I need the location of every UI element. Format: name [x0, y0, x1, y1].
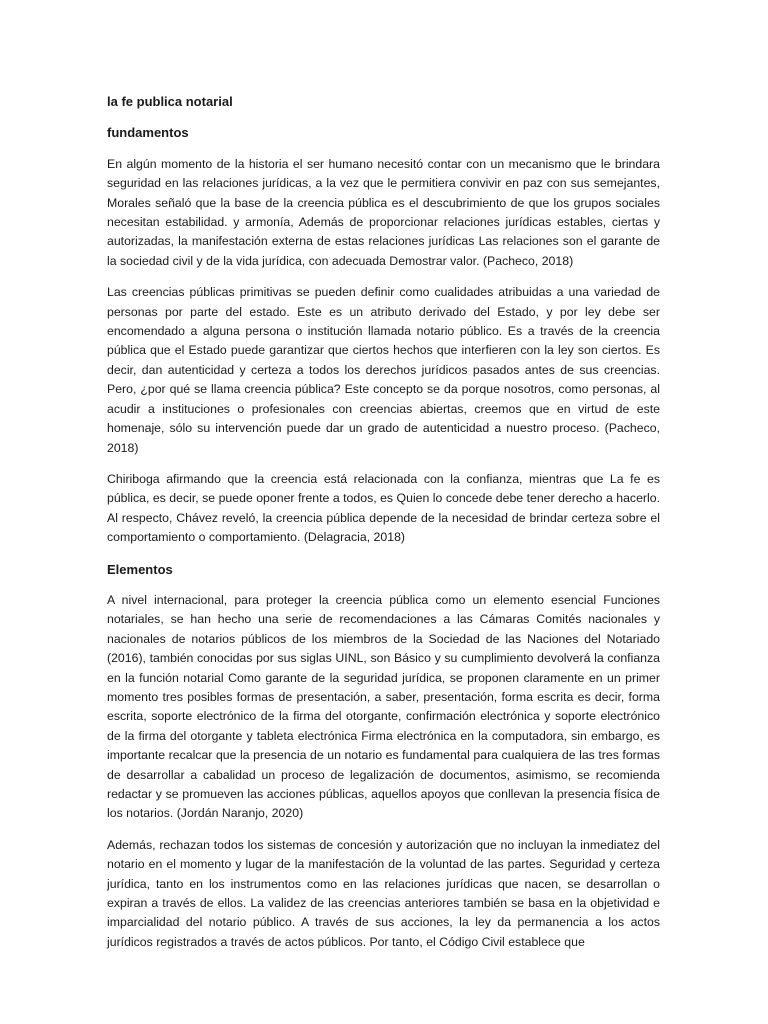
- paragraph: Además, rechazan todos los sistemas de concesión y autorización que no incluyan la inmediatez del notario en el momento y lugar de la manifestación de la voluntad de las partes. Seguridad y certeza jurídica, tanto en los instrumentos como en las relaciones jurídicas que nacen, se desarrollan o expiran a través de ellos. La validez de las creencias anteriores también se basa en la objetividad e imparcialidad del notario público. A través de sus acciones, la ley da permanencia a los actos jurídicos registrados a través de actos públicos. Por tanto, el Código Civil establece que: [107, 837, 660, 949]
- paragraph: Chiriboga afirmando que la creencia está relacionada con la confianza, mientras que La fe es pública, es decir, se puede oponer frente a todos, es Quien lo concede debe tener derecho a hacerlo. Al respecto, Chávez reveló, la creencia pública depende de la necesidad de brindar certeza sobre el comportamiento o comportamiento. (Delagracia, 2018): [107, 471, 660, 545]
- paragraph: A nivel internacional, para proteger la creencia pública como un elemento esencial Funciones notariales, se han hecho una serie de recomendaciones a las Cámaras Comités nacionales y nacionales de notarios públicos de los miembros de la Sociedad de las Naciones del Notariado (2016), también conocidas por sus siglas UINL, son Básico y su cumplimiento devolverá la confianza en la función notarial Como garante de la seguridad jurídica, se proponen claramente en un primer momento tres posibles formas de presentación, a saber, presentación, forma escrita es decir, forma escrita, soporte electrónico de la firma del otorgante, confirmación electrónica y soporte electrónico de la firma del otorgante y tableta electrónica Firma electrónica en la computadora, sin embargo, es importante recalcar que la presencia de un notario es fundamental para cualquiera de las tres formas de desarrollar a cabalidad un proceso de legalización de documentos, asimismo, se recomienda redactar y se promueven las acciones públicas, aquellos apoyos que conllevan la presencia física de los notarios. (Jordán Naranjo, 2020): [107, 592, 660, 821]
- paragraph: En algún momento de la historia el ser humano necesitó contar con un mecanismo que le brindara seguridad en las relaciones jurídicas, a la vez que le permitiera convivir en paz con sus semejantes, Morales señaló que la base de la creencia pública es el descubrimiento de que los grupos sociales necesitan estabilidad. y armonía, Además de proporcionar relaciones jurídicas estables, ciertas y autorizadas, la manifestación externa de estas relaciones jurídicas Las relaciones son el garante de la sociedad civil y de la vida jurídica, con adecuada Demostrar valor. (Pacheco, 2018): [107, 156, 660, 268]
- section-heading-fundamentos: fundamentos: [107, 125, 189, 141]
- paragraph: Las creencias públicas primitivas se pueden definir como cualidades atribuidas a una variedad de personas por parte del estado. Este es un atributo derivado del Estado, y por ley debe ser encomendado a alguna persona o institución llamada notario público. Es a través de la creencia pública que el Estado puede garantizar que ciertos hechos que interfieren con la ley son ciertos. Es decir, dan autenticidad y certeza a todos los derechos jurídicos pasados antes de sus creencias. Pero, ¿por qué se llama creencia pública? Este concepto se da porque nosotros, como personas, al acudir a instituciones o profesionales con creencias abiertas, creemos que en virtud de este homenaje, sólo su intervención puede dar un grado de autenticidad a nuestro proceso. (Pacheco, 2018): [107, 285, 660, 455]
- document-body: [107, 92, 660, 964]
- section-heading-elementos: Elementos: [107, 561, 173, 577]
- document-title: la fe publica notarial: [107, 94, 233, 109]
